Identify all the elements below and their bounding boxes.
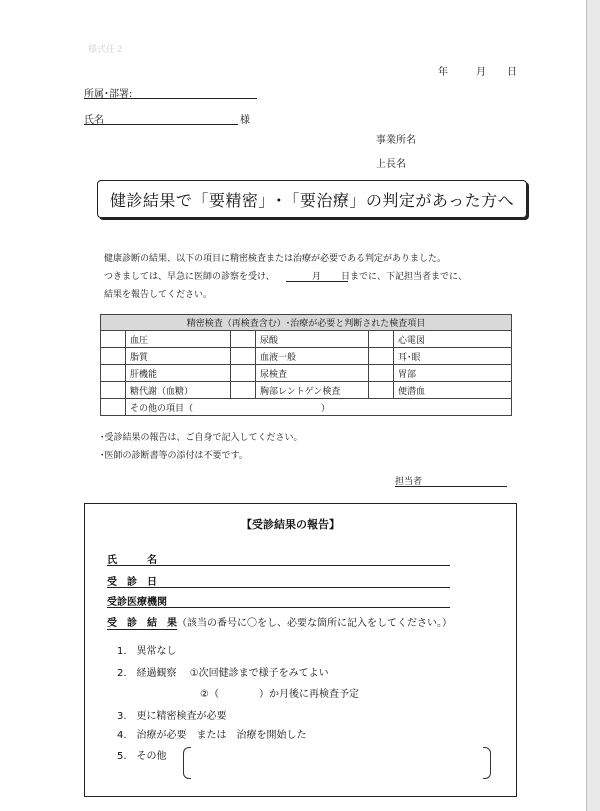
note-no-certificate: ･医師の診断書等の添付は不要です。 — [100, 451, 248, 461]
item-label: 心電図 — [394, 331, 512, 348]
report-name-field[interactable] — [107, 565, 450, 566]
checkbox-cell[interactable] — [369, 348, 394, 365]
table-row — [101, 365, 512, 382]
affiliation-line[interactable] — [84, 98, 257, 99]
deadline-month: 月 — [312, 272, 322, 282]
checkbox-cell[interactable] — [101, 365, 126, 382]
note-self-report: ･受診結果の報告は、ご自身で記入してください。 — [100, 433, 303, 443]
checkbox-cell[interactable] — [369, 365, 394, 382]
checkbox-cell[interactable] — [231, 382, 256, 399]
item-label: 耳･眼 — [394, 348, 512, 365]
table-row — [101, 348, 512, 365]
date-year-label: 年 — [438, 67, 448, 78]
item-label: 尿酸 — [256, 331, 369, 348]
result-option-3[interactable]: 3. 更に精密検査が必要 — [117, 711, 227, 722]
other-items-label: その他の項目（ — [130, 403, 194, 414]
name-label: 氏名 — [84, 115, 104, 126]
body-line-3: 結果を報告してください。 — [104, 290, 213, 300]
checkbox-cell[interactable] — [231, 331, 256, 348]
result-option-2[interactable]: 2. 経過観察 ①次回健診まで様子をみてよい — [117, 668, 329, 679]
item-label: 血液一般 — [256, 348, 369, 365]
report-section — [84, 503, 517, 797]
affiliation-label: 所属･部署: — [84, 89, 133, 100]
item-label: 糖代謝（血糖） — [126, 382, 231, 399]
exam-items-table — [100, 314, 512, 416]
person-in-charge-line[interactable] — [395, 486, 507, 487]
honorific: 様 — [240, 115, 250, 126]
item-label: 脂質 — [126, 348, 231, 365]
item-label: 胸部レントゲン検査 — [256, 382, 369, 399]
report-date-label: 受 診 日 — [107, 577, 157, 588]
person-in-charge-label: 担当者 — [395, 477, 423, 487]
checkbox-cell[interactable] — [369, 382, 394, 399]
director-label: 上長名 — [376, 159, 406, 170]
report-institution-field[interactable] — [107, 607, 450, 608]
result-option-1[interactable]: 1. 異常なし — [117, 646, 177, 657]
report-result-instruction: （該当の番号に〇をし、必要な箇所に記入をしてください。） — [177, 618, 452, 629]
checkbox-cell[interactable] — [231, 348, 256, 365]
checkbox-cell[interactable] — [101, 348, 126, 365]
date-day-label: 日 — [507, 67, 517, 78]
name-line[interactable] — [84, 124, 238, 125]
form-number: 様式任２ — [88, 45, 125, 55]
result-option-2b[interactable]: ②（ ）か月後に再検査予定 — [200, 689, 359, 700]
table-row — [101, 399, 512, 416]
checkbox-cell[interactable] — [101, 331, 126, 348]
item-label: 肝機能 — [126, 365, 231, 382]
item-label: 尿検査 — [256, 365, 369, 382]
report-title: 【受診結果の報告】 — [241, 518, 340, 531]
body-line-2-post: 日までに、下記担当者までに、 — [341, 272, 468, 282]
other-result-field[interactable] — [193, 747, 481, 777]
report-institution-label: 受診医療機関 — [107, 597, 167, 608]
item-label: 血圧 — [126, 331, 231, 348]
page-title: 健診結果で「要精密」･「要治療」の判定があった方へ — [97, 180, 527, 218]
checkbox-cell[interactable] — [101, 399, 126, 416]
other-items-cell[interactable] — [126, 399, 512, 416]
item-label: 胃部 — [394, 365, 512, 382]
body-line-1: 健康診断の結果、以下の項目に精密検査または治療が必要である判定がありました。 — [104, 254, 447, 264]
other-items-close: ） — [321, 403, 331, 414]
table-row — [101, 382, 512, 399]
result-option-5[interactable]: 5. その他 — [117, 751, 167, 762]
report-result-label: 受 診 結 果 — [107, 618, 177, 629]
table-row — [101, 331, 512, 348]
body-line-2-pre: つきましては、早急に医師の診察を受け、 — [104, 272, 275, 282]
date-month-label: 月 — [476, 67, 486, 78]
checkbox-cell[interactable] — [101, 382, 126, 399]
other-bracket-left — [183, 747, 191, 779]
office-label: 事業所名 — [376, 135, 416, 146]
exam-items-header: 精密検査（再検査含む）･治療が必要と判断された検査項目 — [101, 315, 512, 331]
report-date-field[interactable] — [107, 587, 450, 588]
item-label: 便潜血 — [394, 382, 512, 399]
checkbox-cell[interactable] — [231, 365, 256, 382]
result-option-4[interactable]: 4. 治療が必要 または 治療を開始した — [117, 730, 307, 741]
report-result-row — [107, 614, 452, 629]
checkbox-cell[interactable] — [369, 331, 394, 348]
other-bracket-right — [483, 747, 491, 779]
report-name-label: 氏 名 — [107, 555, 157, 566]
